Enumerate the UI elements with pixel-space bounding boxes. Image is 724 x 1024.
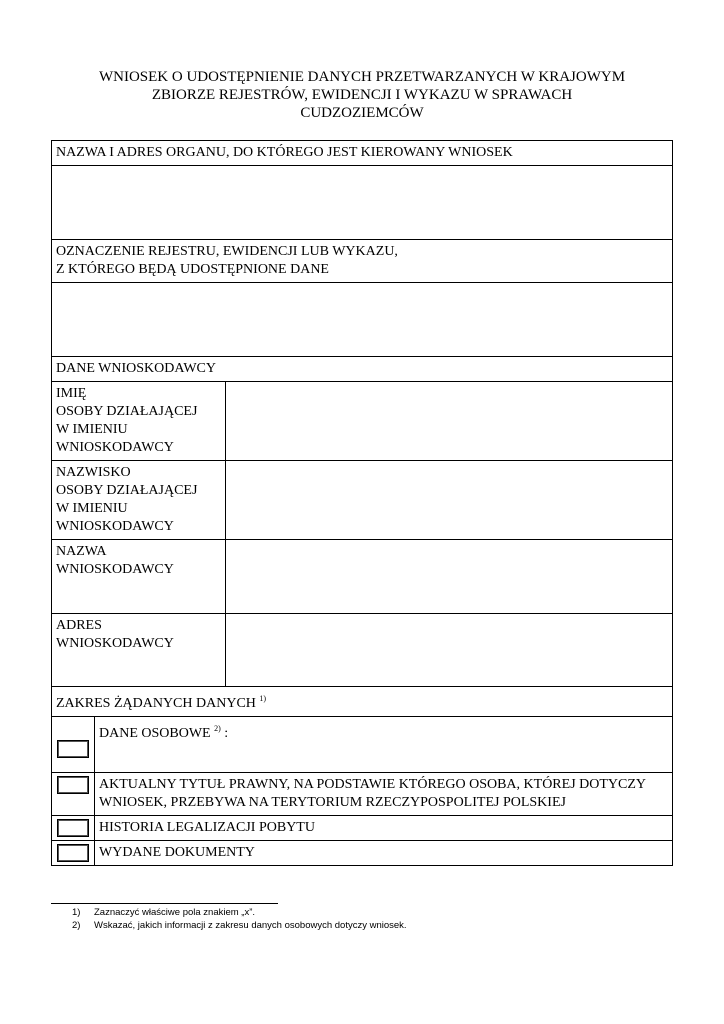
footnote-text: Zaznaczyć właściwe pola znakiem „x”. <box>94 907 256 918</box>
register-field[interactable] <box>52 283 673 357</box>
organ-header: NAZWA I ADRES ORGANU, DO KTÓREGO JEST KIEROWANY WNIOSEK <box>52 141 673 166</box>
label-line: OSOBY DZIAŁAJĄCEJ <box>56 404 198 419</box>
label-line: WNIOSKODAWCY <box>56 440 174 455</box>
applicant-header: DANE WNIOSKODAWCY <box>52 357 673 382</box>
footnote <box>72 906 407 919</box>
title-line: WNIOSEK O UDOSTĘPNIENIE DANYCH PRZETWARZANYCH W KRAJOWYM <box>98 69 626 85</box>
label-line: NAZWISKO <box>56 465 131 480</box>
application-form <box>51 140 673 866</box>
legal-title-option <box>95 772 673 815</box>
history-checkbox-cell <box>52 815 95 840</box>
applicant-address-field[interactable] <box>226 614 673 686</box>
option-label: DANE OSOBOWE <box>99 725 211 741</box>
label-line: WNIOSKODAWCY <box>56 562 174 577</box>
footnote-number: 2) <box>72 920 81 931</box>
legal-title-checkbox[interactable] <box>57 776 89 794</box>
option-label-suffix: : <box>224 725 229 741</box>
register-header <box>52 240 673 283</box>
footnote-divider <box>51 903 278 904</box>
documents-checkbox-cell <box>52 840 95 865</box>
label-line: W IMIENIU <box>56 501 128 516</box>
footnote-number: 1) <box>72 907 81 918</box>
scope-header-text: ZAKRES ŻĄDANYCH DANYCH <box>56 695 256 711</box>
applicant-name-field[interactable] <box>226 540 673 614</box>
organ-field[interactable] <box>52 166 673 240</box>
scope-header <box>52 686 673 716</box>
last-name-label <box>52 461 226 540</box>
title-line: CUDZOZIEMCÓW <box>300 105 424 121</box>
footnote <box>72 919 407 932</box>
applicant-address-label <box>52 614 226 686</box>
label-line: ADRES <box>56 618 102 633</box>
documents-checkbox[interactable] <box>57 844 89 862</box>
personal-data-checkbox[interactable] <box>57 740 89 758</box>
register-header-line: OZNACZENIE REJESTRU, EWIDENCJI LUB WYKAZU, <box>56 244 398 259</box>
documents-option: WYDANE DOKUMENTY <box>95 840 673 865</box>
label-line: WNIOSKODAWCY <box>56 519 174 534</box>
last-name-field[interactable] <box>226 461 673 540</box>
register-header-line: Z KTÓREGO BĘDĄ UDOSTĘPNIONE DANE <box>56 262 329 277</box>
option-label-line: WNIOSEK, PRZEBYWA NA TERYTORIUM RZECZYPOSPOLITEJ POLSKIEJ <box>99 794 566 810</box>
footnote-ref: 2) <box>214 723 221 733</box>
footnote-text: Wskazać, jakich informacji z zakresu danych osobowych dotyczy wniosek. <box>94 920 407 931</box>
history-checkbox[interactable] <box>57 819 89 837</box>
personal-data-option <box>95 716 673 772</box>
option-label-line: AKTUALNY TYTUŁ PRAWNY, NA PODSTAWIE KTÓREGO OSOBA, KTÓREJ DOTYCZY <box>99 776 647 792</box>
first-name-field[interactable] <box>226 382 673 461</box>
footnotes <box>72 906 407 932</box>
personal-data-checkbox-cell <box>52 716 95 772</box>
label-line: WNIOSKODAWCY <box>56 636 174 651</box>
applicant-name-label <box>52 540 226 614</box>
first-name-label <box>52 382 226 461</box>
legal-title-checkbox-cell <box>52 772 95 815</box>
label-line: IMIĘ <box>56 386 87 401</box>
label-line: NAZWA <box>56 544 107 559</box>
footnote-ref: 1) <box>259 693 267 703</box>
history-option: HISTORIA LEGALIZACJI POBYTU <box>95 815 673 840</box>
label-line: OSOBY DZIAŁAJĄCEJ <box>56 483 198 498</box>
title-line: ZBIORZE REJESTRÓW, EWIDENCJI I WYKAZU W SPRAWACH <box>151 87 573 103</box>
document-title <box>60 68 664 122</box>
applicant-table <box>52 382 672 686</box>
label-line: W IMIENIU <box>56 422 128 437</box>
